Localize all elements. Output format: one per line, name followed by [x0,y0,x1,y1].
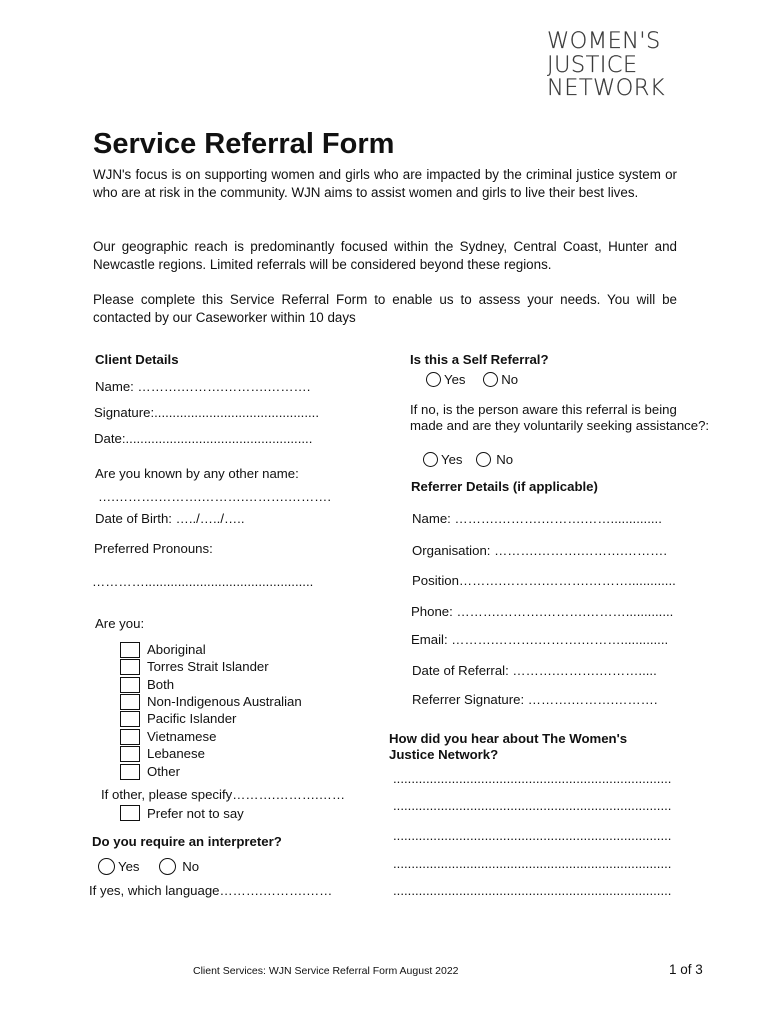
radio-icon[interactable] [476,452,491,467]
self-referral-yes-option[interactable] [426,372,466,387]
awareness-radio-group [423,452,513,467]
self-referral-yes-label: Yes [444,372,466,387]
checkbox-label-torres-strait-islander: Torres Strait Islander [147,659,269,674]
how-did-you-hear-question: How did you hear about The Women's Justice Network? [389,731,628,762]
other-name-field[interactable]: ….……….……….……….……….………. [98,489,331,504]
how-heard-line-4[interactable]: ............................................................................ [393,856,672,871]
interpreter-question: Do you require an interpreter? [92,834,282,849]
logo-line-1: WOMEN'S [547,28,661,54]
how-heard-line-2[interactable]: ............................................................................ [393,798,672,813]
checkbox-lebanese[interactable] [120,746,140,762]
interpreter-language-field[interactable]: If yes, which language……….……….…… [89,883,333,898]
interpreter-radio-group [98,858,199,875]
referrer-position-field[interactable]: Position……….……….……….………............. [412,573,676,588]
pronouns-label: Preferred Pronouns: [94,541,213,556]
self-referral-no-option[interactable] [483,372,518,387]
pronouns-field[interactable]: ………….............................................. [92,574,314,589]
self-referral-radio-group [426,372,518,387]
radio-icon[interactable] [483,372,498,387]
client-details-heading: Client Details [95,352,179,367]
radio-icon[interactable] [98,858,115,875]
referral-date-field[interactable]: Date of Referral: ……….……….………..... [412,663,657,678]
self-referral-question: Is this a Self Referral? [410,352,549,367]
page-title: Service Referral Form [93,128,395,160]
checkbox-vietnamese[interactable] [120,729,140,745]
checkbox-label-prefer-not-to-say: Prefer not to say [147,806,244,821]
checkbox-aboriginal[interactable] [120,642,140,658]
client-name-field[interactable]: Name: ……….……….……….………. [95,379,311,394]
awareness-no-option[interactable] [476,452,513,467]
interpreter-no-option[interactable] [159,858,199,875]
radio-icon[interactable] [423,452,438,467]
awareness-yes-option[interactable] [423,452,463,467]
page-number: 1 of 3 [669,962,703,977]
interpreter-no-label: No [182,859,200,874]
intro-paragraph-3: Please complete this Service Referral Form to enable us to assess your needs. You will be contacted by our Caseworker within 10 days [93,292,677,325]
referrer-name-field[interactable]: Name: ……….……….……….…….............. [412,511,662,526]
how-heard-line-3[interactable]: ............................................................................ [393,828,672,843]
referrer-email-field[interactable]: Email: ……….……….……….………............. [411,632,669,647]
checkbox-pacific-islander[interactable] [120,711,140,727]
intro-paragraph-2: Our geographic reach is predominantly focused within the Sydney, Central Coast, Hunter and Newcastle regions. Limited referrals will be considered beyond these regions. [93,239,677,272]
radio-icon[interactable] [159,858,176,875]
self-referral-no-label: No [501,372,519,387]
date-of-birth-field[interactable]: Date of Birth: …../…../….. [95,511,245,526]
referrer-details-heading: Referrer Details (if applicable) [411,479,598,494]
logo-line-3: NETWORK [547,75,665,101]
checkbox-label-other: Other [147,764,180,779]
awareness-question: If no, is the person aware this referral is being made and are they voluntarily seeking assistance?: [410,402,710,433]
client-date-field[interactable]: Date:................................................... [94,431,313,446]
checkbox-prefer-not-to-say[interactable] [120,805,140,821]
awareness-yes-label: Yes [441,452,463,467]
interpreter-yes-option[interactable] [98,858,140,875]
how-heard-line-5[interactable]: ............................................................................ [393,883,672,898]
intro-paragraph-1: WJN's focus is on supporting women and girls who are impacted by the criminal justice system or who are at risk in the community. WJN aims to assist women and girls to live their best lives. [93,167,677,200]
footer-text: Client Services: WJN Service Referral Form August 2022 [193,965,459,977]
if-other-specify-field[interactable]: If other, please specify……….……….…… [101,787,346,802]
interpreter-yes-label: Yes [118,859,140,874]
wjn-logo [547,30,687,101]
checkbox-both[interactable] [120,677,140,693]
checkbox-label-both: Both [147,677,175,692]
awareness-no-label: No [496,452,514,467]
checkbox-label-non-indigenous: Non-Indigenous Australian [147,694,302,709]
logo-line-2: JUSTICE [547,51,638,78]
checkbox-label-aboriginal: Aboriginal [147,642,206,657]
are-you-label: Are you: [95,616,145,631]
checkbox-non-indigenous[interactable] [120,694,140,710]
checkbox-label-lebanese: Lebanese [147,746,205,761]
client-signature-field[interactable]: Signature:............................................. [94,405,319,420]
other-name-label: Are you known by any other name: [95,466,299,481]
referrer-signature-field[interactable]: Referrer Signature: ……….……….………. [412,692,658,707]
radio-icon[interactable] [426,372,441,387]
checkbox-label-pacific-islander: Pacific Islander [147,711,237,726]
referrer-phone-field[interactable]: Phone: ……….……….……….………............. [411,604,674,619]
checkbox-other[interactable] [120,764,140,780]
checkbox-label-vietnamese: Vietnamese [147,729,217,744]
how-heard-line-1[interactable]: ............................................................................ [393,771,672,786]
referrer-organisation-field[interactable]: Organisation: ……….……….……….………. [412,543,668,558]
checkbox-torres-strait-islander[interactable] [120,659,140,675]
